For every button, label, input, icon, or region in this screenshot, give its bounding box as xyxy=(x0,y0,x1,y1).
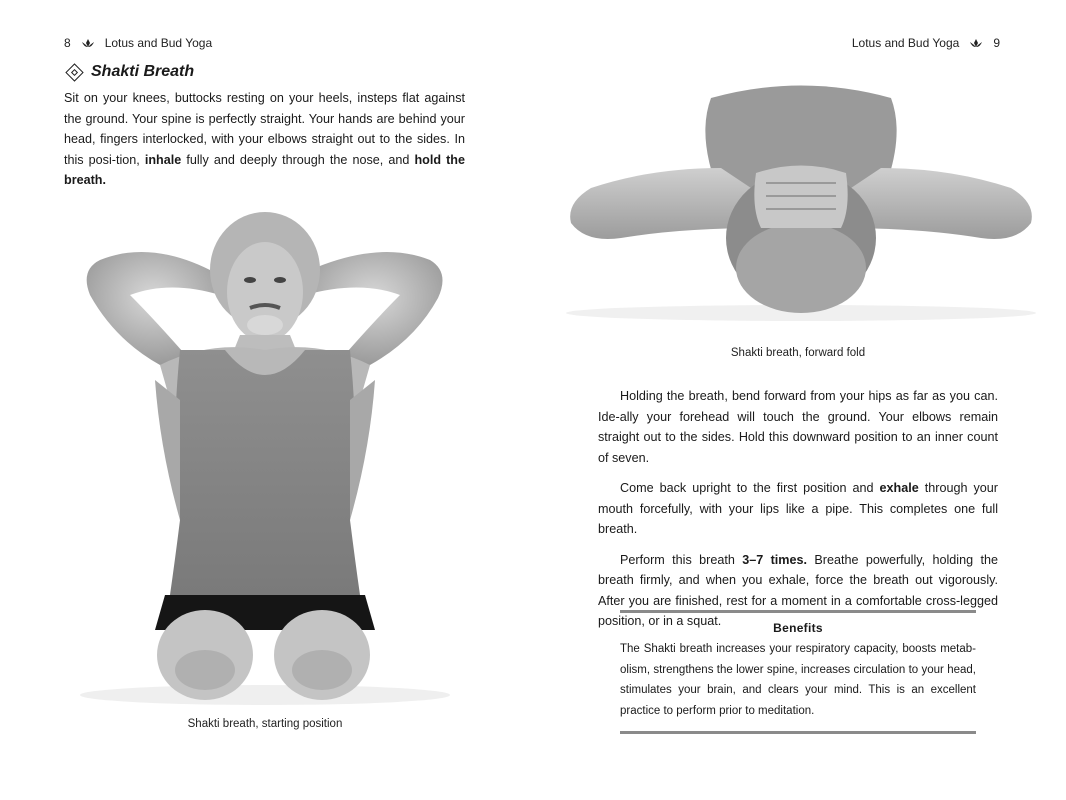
right-page xyxy=(533,0,1066,800)
paragraph-forward-fold: Holding the breath, bend forward from your hips as far as you can. Ide-ally your forehead will touch the ground. Your elbows remain straight out to the sides. Hold this downward position to an inner count of seven. xyxy=(598,389,998,465)
running-head-title: Lotus and Bud Yoga xyxy=(104,36,213,50)
benefits-title: Benefits xyxy=(773,621,823,635)
lotus-icon xyxy=(969,38,983,48)
page-number: 9 xyxy=(993,36,1000,50)
emphasis-hold: hold the breath. xyxy=(64,152,465,187)
page-number: 8 xyxy=(64,36,71,50)
paragraph-repetitions: Perform this breath 3–7 times. Breathe powerfully, holding the breath firmly, and when you exhale, force the breath out vigorously. After you are finished, rest for a moment in a comfortable cross-legged position, or in a squat. xyxy=(598,552,998,628)
running-head-title: Lotus and Bud Yoga xyxy=(851,36,960,50)
section-title xyxy=(64,63,194,81)
intro-paragraph: Sit on your knees, buttocks resting on your heels, insteps flat against the ground. Your spine is perfectly straight. Your hands are behind your head, fingers interlocked, with your elbows straight out to the sides. In this posi-tion, inhale fully and deeply through the nose, and hold the breath. xyxy=(64,91,465,187)
photo-forward-fold xyxy=(561,78,1041,328)
right-body-text xyxy=(598,386,998,642)
diamond-bullet-icon xyxy=(65,63,83,81)
section-title-text: Shakti Breath xyxy=(91,63,195,80)
caption-forward-fold: Shakti breath, forward fold xyxy=(730,347,866,359)
photo-starting-position xyxy=(60,200,480,710)
running-head-right xyxy=(852,36,1000,50)
paragraph-exhale: Come back upright to the first position and exhale through your mouth forcefully, with your lips like a pipe. This completes one full breath. xyxy=(598,481,998,536)
running-head-left xyxy=(64,36,212,50)
emphasis-repetitions: 3–7 times. xyxy=(742,552,808,567)
lotus-icon xyxy=(81,38,95,48)
benefits-box xyxy=(620,610,976,734)
emphasis-inhale: inhale xyxy=(144,152,182,167)
benefits-text: The Shakti breath increases your respiratory capacity, boosts metab-olism, strengthens the lower spine, increases circulation to your head, stimulates your brain, and clears your mind. This is an excellent practice to perform prior to meditation. xyxy=(620,643,976,717)
caption-starting-position: Shakti breath, starting position xyxy=(187,718,343,730)
emphasis-exhale: exhale xyxy=(879,481,919,495)
